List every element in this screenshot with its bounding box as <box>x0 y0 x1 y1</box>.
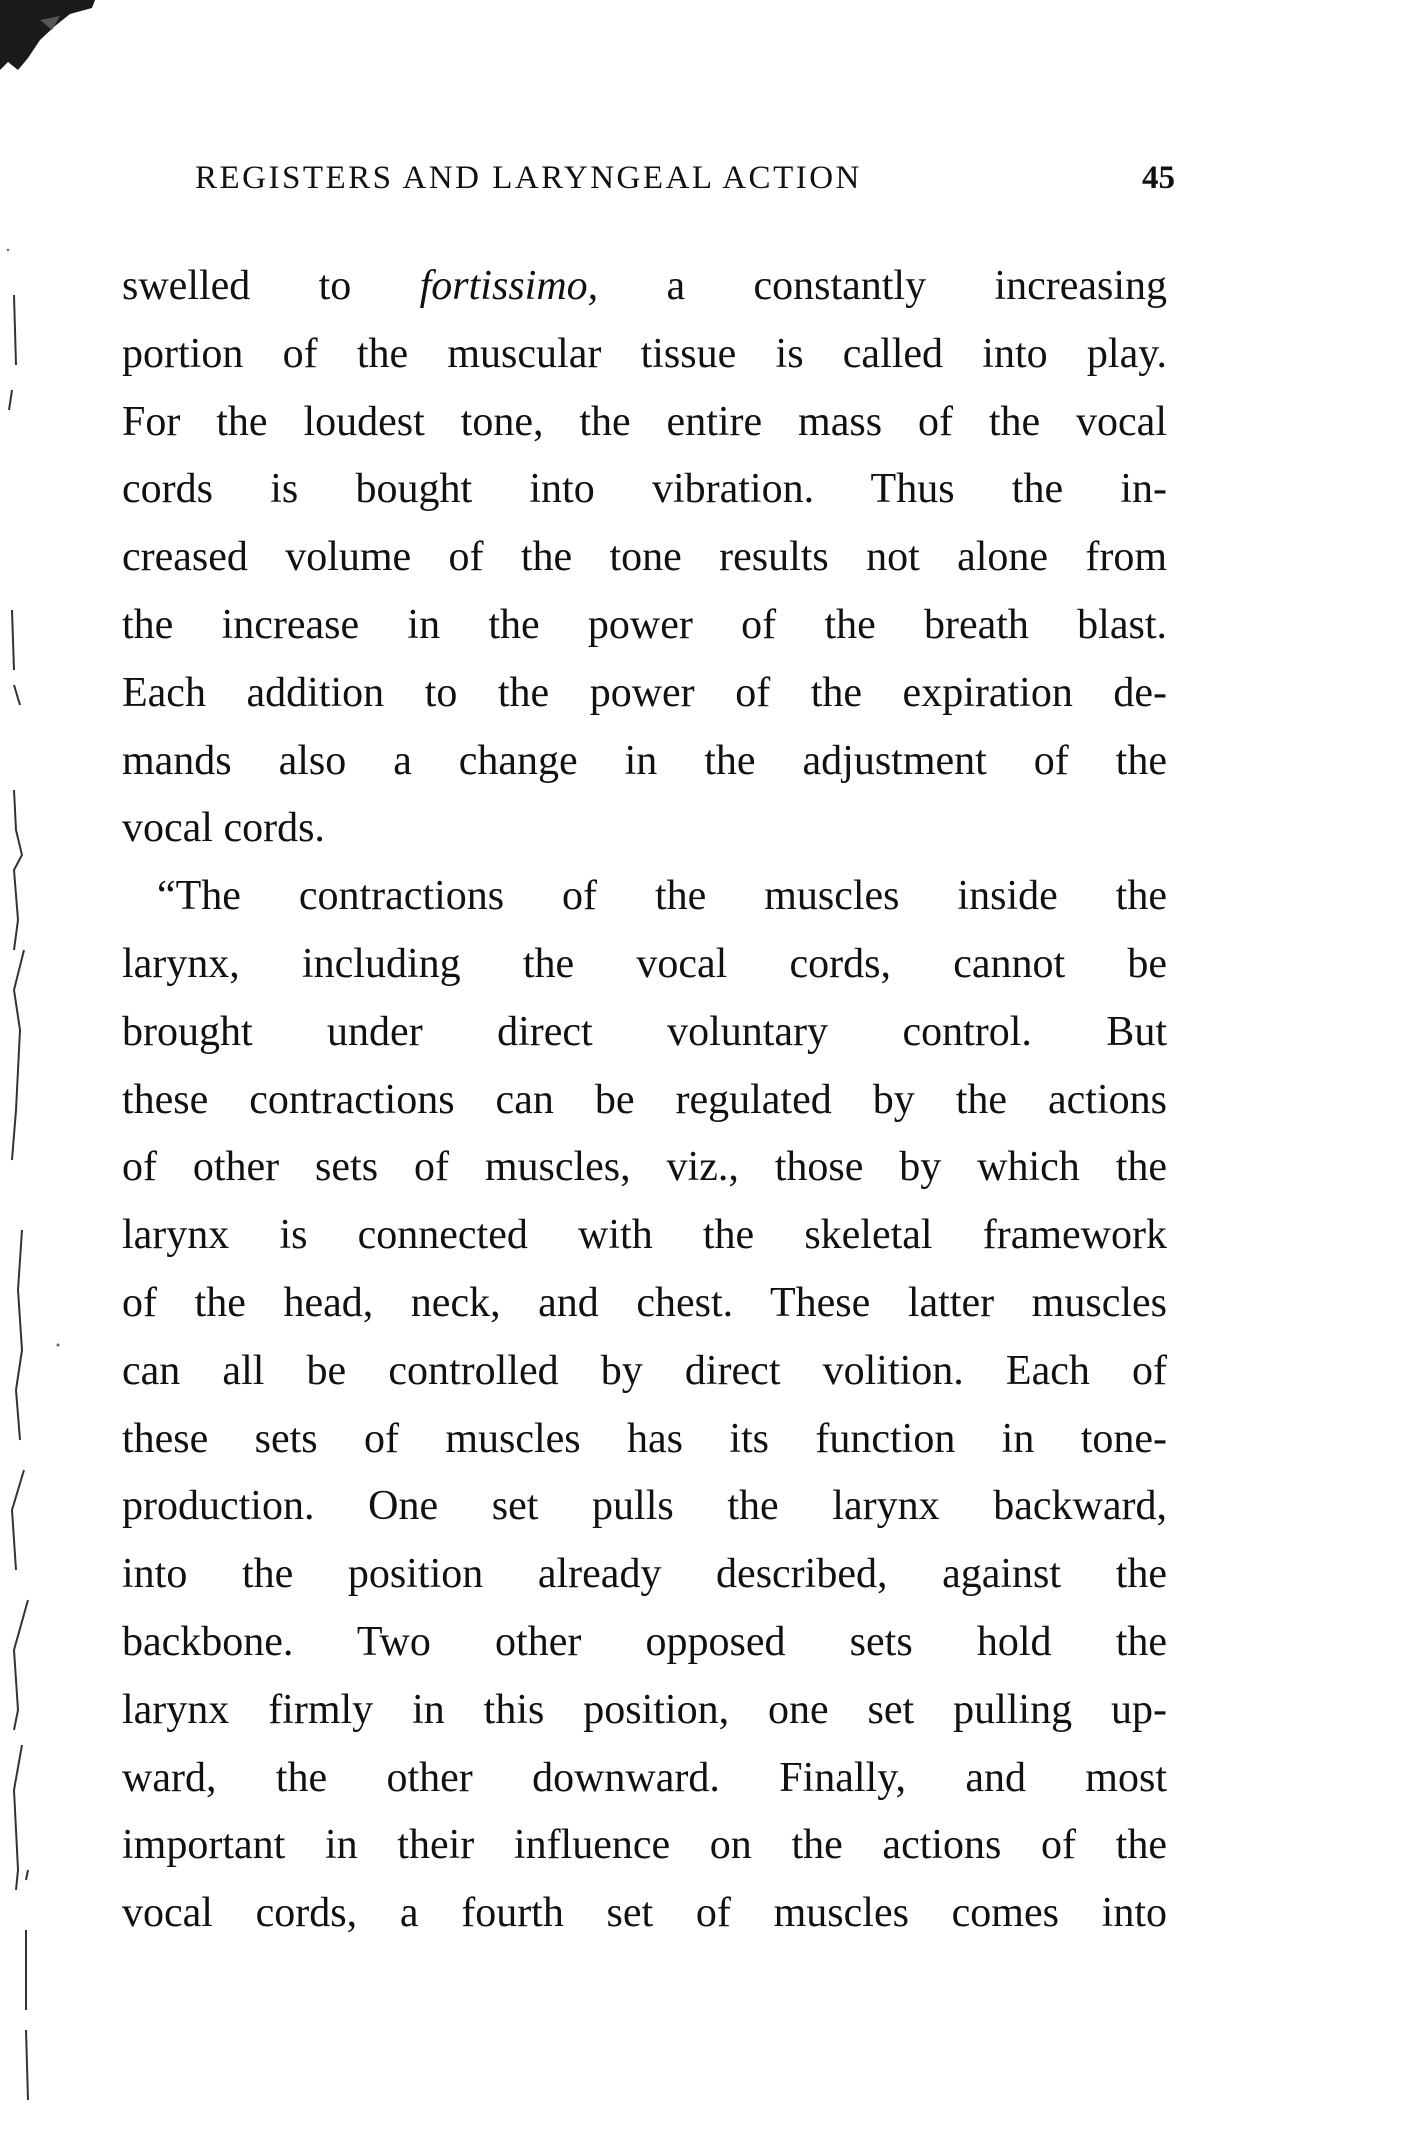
text-line: production. One set pulls the larynx backward, <box>122 1483 1167 1530</box>
text-line: mands also a change in the adjustment of the <box>122 737 1167 784</box>
binding-edge-marks <box>0 230 70 2130</box>
text-line: larynx firmly in this position, one set pulling up- <box>122 1686 1167 1733</box>
text-line: vocal cords. <box>122 805 325 852</box>
body-text <box>122 253 1167 1948</box>
text-line: of the head, neck, and chest. These latter muscles <box>122 1279 1167 1326</box>
text-line: the increase in the power of the breath blast. <box>122 601 1167 648</box>
text-line: vocal cords, a fourth set of muscles comes into <box>122 1890 1167 1937</box>
text-line: For the loudest tone, the entire mass of the vocal <box>122 398 1167 445</box>
text-line: larynx, including the vocal cords, cannot be <box>122 940 1167 987</box>
running-head <box>195 160 1175 200</box>
text-line: of other sets of muscles, viz., those by which the <box>122 1144 1167 1191</box>
text-line: these contractions can be regulated by the actions <box>122 1076 1167 1123</box>
text-line: into the position already described, against the <box>122 1551 1167 1598</box>
text-line: these sets of muscles has its function in tone- <box>122 1415 1167 1462</box>
text-line: swelled to fortissimo, a constantly increasing <box>122 263 1168 309</box>
scan-corner-artifact <box>0 0 95 70</box>
text-line: brought under direct voluntary control. But <box>122 1008 1167 1055</box>
text-line: “The contractions of the muscles inside the <box>157 873 1167 920</box>
running-title: REGISTERS AND LARYNGEAL ACTION <box>195 160 862 196</box>
text-line: can all be controlled by direct volition. Each of <box>122 1347 1167 1394</box>
text-line: cords is bought into vibration. Thus the in- <box>122 466 1167 513</box>
text-line: Each addition to the power of the expiration de- <box>122 669 1167 716</box>
text-line: backbone. Two other opposed sets hold the <box>122 1618 1167 1665</box>
text-line: creased volume of the tone results not alone from <box>122 534 1167 581</box>
text-line: important in their influence on the actions of the <box>122 1822 1167 1869</box>
text-line: ward, the other downward. Finally, and most <box>122 1754 1167 1801</box>
text-line: portion of the muscular tissue is called into play. <box>122 330 1167 377</box>
text-line: larynx is connected with the skeletal framework <box>122 1212 1167 1259</box>
page-number: 45 <box>1142 160 1175 196</box>
